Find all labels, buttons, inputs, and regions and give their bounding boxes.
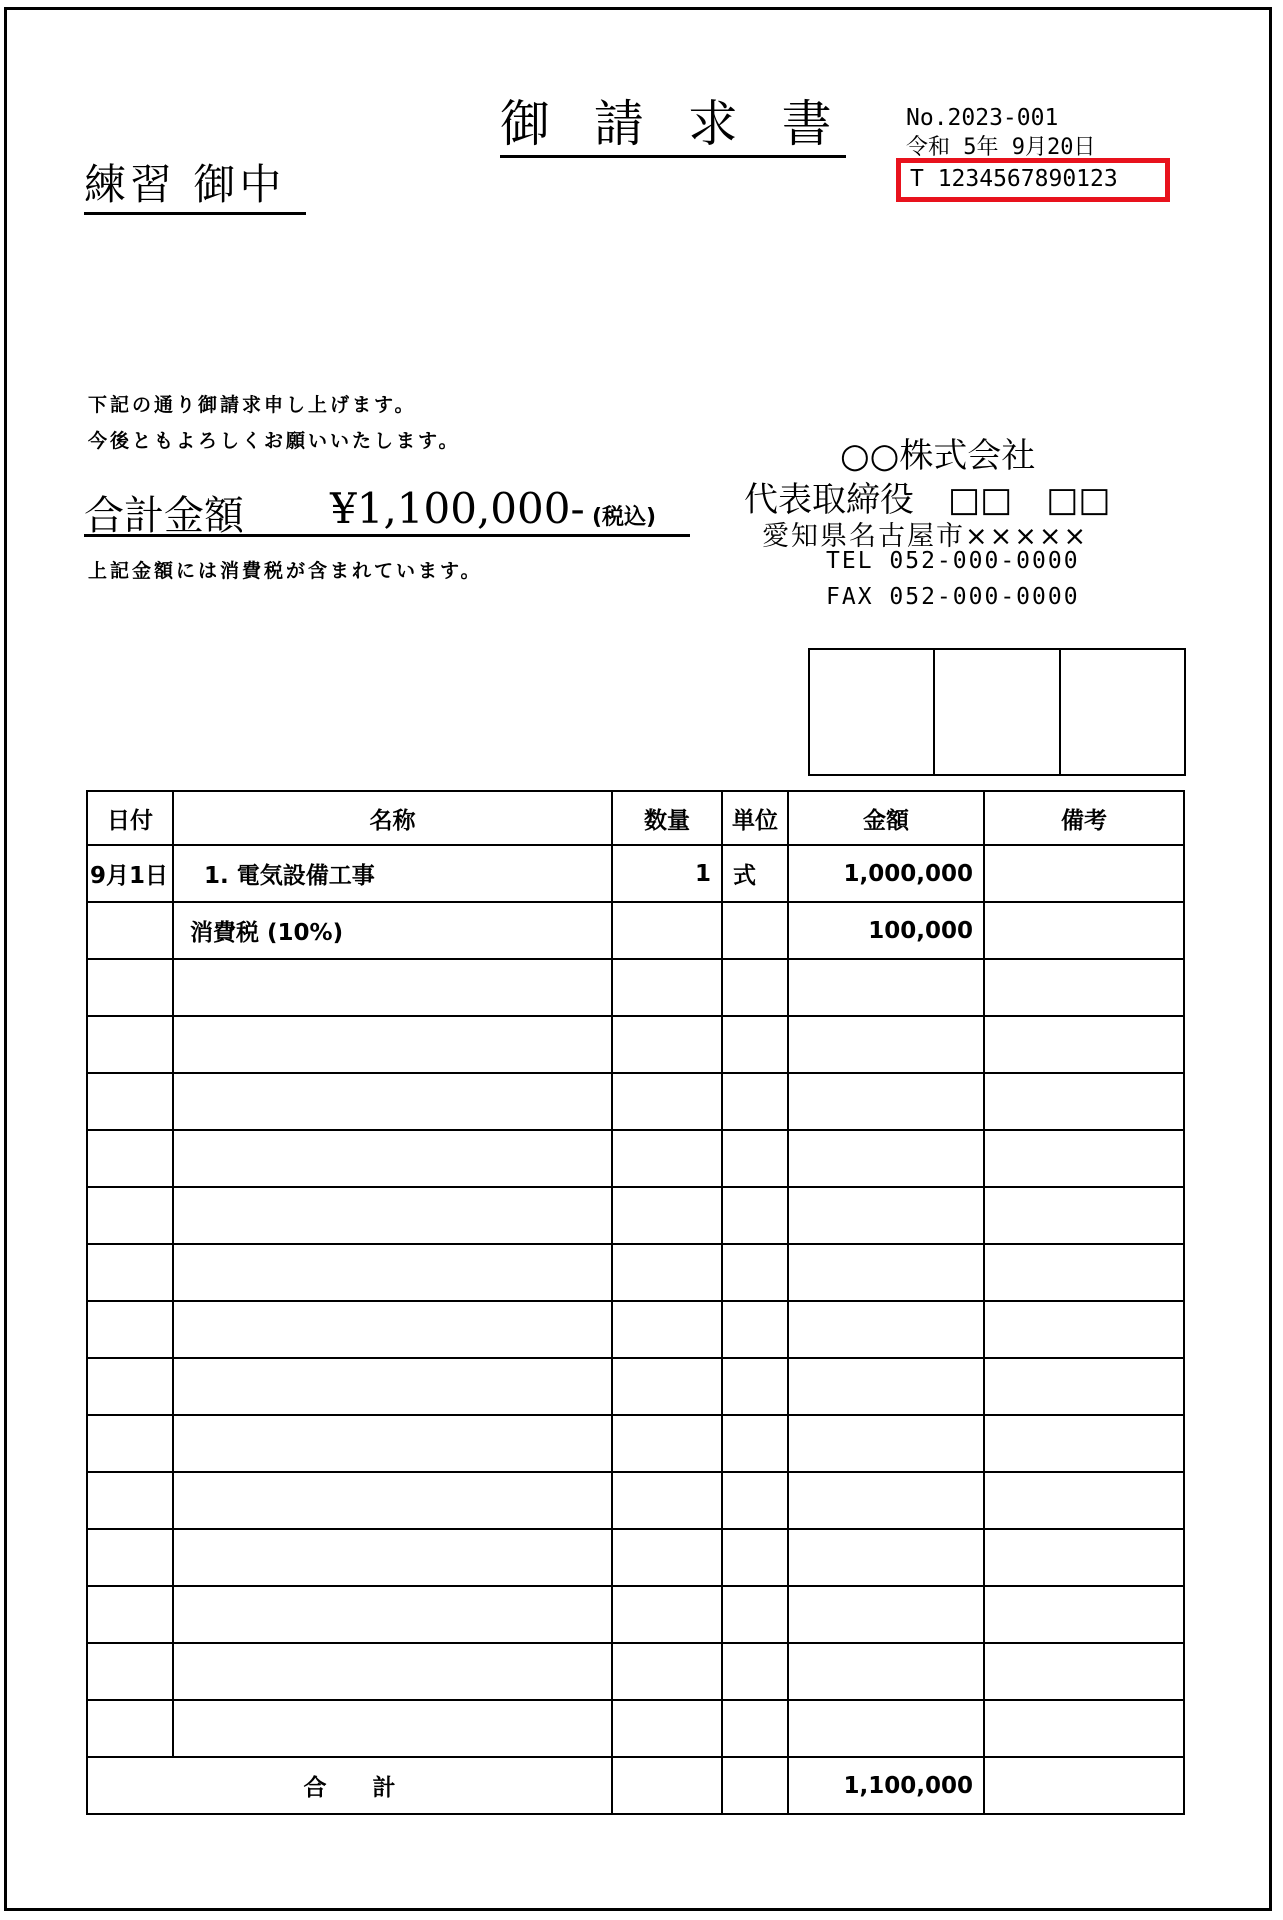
table-row-empty — [87, 1358, 1184, 1415]
note-line-1: 下記の通り御請求申し上げます。 — [88, 394, 417, 416]
cell-unit — [722, 1757, 788, 1814]
empty-cell — [722, 1016, 788, 1073]
cell-date: 9月1日 — [87, 845, 173, 902]
empty-cell — [612, 1415, 722, 1472]
empty-cell — [722, 1643, 788, 1700]
empty-cell — [788, 1586, 984, 1643]
empty-cell — [788, 1529, 984, 1586]
empty-cell — [173, 1187, 612, 1244]
stamp-boxes — [808, 648, 1186, 776]
table-header-row — [87, 791, 1184, 845]
empty-cell — [173, 1415, 612, 1472]
empty-cell — [173, 1016, 612, 1073]
empty-cell — [87, 1073, 173, 1130]
table-row-empty — [87, 1529, 1184, 1586]
empty-cell — [87, 1244, 173, 1301]
table-row-empty — [87, 1301, 1184, 1358]
empty-cell — [87, 1301, 173, 1358]
registration-number: T 1234567890123 — [910, 166, 1118, 192]
empty-cell — [984, 1130, 1184, 1187]
empty-cell — [984, 1301, 1184, 1358]
company-fax: FAX 052-000-0000 — [826, 584, 1080, 610]
table-row-empty — [87, 1586, 1184, 1643]
table-row-empty — [87, 1187, 1184, 1244]
empty-cell — [87, 1130, 173, 1187]
empty-cell — [984, 1016, 1184, 1073]
empty-cell — [173, 1073, 612, 1130]
company-name: ○○株式会社 — [840, 436, 1036, 476]
empty-cell — [173, 1130, 612, 1187]
empty-cell — [984, 1700, 1184, 1757]
empty-cell — [612, 1529, 722, 1586]
total-amount: ¥1,100,000- — [330, 484, 585, 533]
empty-cell — [87, 959, 173, 1016]
empty-cell — [87, 1529, 173, 1586]
stamp-box — [935, 650, 1060, 774]
header-unit: 単位 — [722, 791, 788, 845]
empty-cell — [788, 959, 984, 1016]
table-row-empty — [87, 1472, 1184, 1529]
empty-cell — [722, 1187, 788, 1244]
empty-cell — [722, 1529, 788, 1586]
table-row-empty — [87, 1016, 1184, 1073]
invoice-date: 令和 5年 9月20日 — [906, 135, 1096, 160]
empty-cell — [87, 1472, 173, 1529]
cell-unit — [722, 902, 788, 959]
table-row-empty — [87, 1700, 1184, 1757]
empty-cell — [173, 1244, 612, 1301]
company-representative: 代表取締役 □□ □□ — [744, 480, 1111, 520]
empty-cell — [87, 1016, 173, 1073]
table-total-row — [87, 1757, 1184, 1814]
empty-cell — [87, 1415, 173, 1472]
cell-qty — [612, 1757, 722, 1814]
header-amount: 金額 — [788, 791, 984, 845]
table-row-empty — [87, 1244, 1184, 1301]
empty-cell — [87, 1187, 173, 1244]
empty-cell — [788, 1301, 984, 1358]
cell-note — [984, 902, 1184, 959]
empty-cell — [722, 1073, 788, 1130]
cell-name: 消費税 (10%) — [173, 902, 612, 959]
empty-cell — [788, 1130, 984, 1187]
empty-cell — [788, 1073, 984, 1130]
total-row-amount: 1,100,000 — [788, 1757, 984, 1814]
company-address: 愛知県名古屋市××××× — [762, 521, 1089, 552]
cell-unit: 式 — [722, 845, 788, 902]
empty-cell — [722, 959, 788, 1016]
empty-cell — [788, 1358, 984, 1415]
empty-cell — [612, 1301, 722, 1358]
cell-amount: 100,000 — [788, 902, 984, 959]
empty-cell — [984, 1586, 1184, 1643]
empty-cell — [722, 1358, 788, 1415]
empty-cell — [173, 1301, 612, 1358]
cell-note — [984, 845, 1184, 902]
empty-cell — [612, 1016, 722, 1073]
empty-cell — [984, 1415, 1184, 1472]
company-tel: TEL 052-000-0000 — [826, 548, 1080, 574]
empty-cell — [984, 1073, 1184, 1130]
cell-note — [984, 1757, 1184, 1814]
empty-cell — [173, 1472, 612, 1529]
invoice-number: No.2023-001 — [906, 105, 1059, 131]
empty-cell — [722, 1130, 788, 1187]
cell-amount: 1,000,000 — [788, 845, 984, 902]
empty-cell — [722, 1700, 788, 1757]
empty-cell — [173, 959, 612, 1016]
empty-cell — [87, 1358, 173, 1415]
total-row-label: 合 計 — [87, 1757, 612, 1814]
table-row-empty — [87, 1073, 1184, 1130]
empty-cell — [87, 1643, 173, 1700]
tax-included-note: 上記金額には消費税が含まれています。 — [88, 560, 483, 582]
empty-cell — [612, 959, 722, 1016]
empty-cell — [984, 1472, 1184, 1529]
note-line-2: 今後ともよろしくお願いいたします。 — [88, 430, 461, 452]
header-note: 備考 — [984, 791, 1184, 845]
empty-cell — [722, 1586, 788, 1643]
empty-cell — [788, 1187, 984, 1244]
empty-cell — [984, 959, 1184, 1016]
empty-cell — [612, 1073, 722, 1130]
table-row-empty — [87, 1415, 1184, 1472]
empty-cell — [612, 1472, 722, 1529]
empty-cell — [87, 1700, 173, 1757]
total-tax-note: (税込) — [592, 505, 657, 530]
header-date: 日付 — [87, 791, 173, 845]
table-row — [87, 845, 1184, 902]
empty-cell — [984, 1358, 1184, 1415]
empty-cell — [612, 1358, 722, 1415]
empty-cell — [788, 1415, 984, 1472]
empty-cell — [984, 1643, 1184, 1700]
addressee: 練習 御中 — [84, 160, 306, 215]
stamp-box — [810, 650, 935, 774]
cell-name: 1. 電気設備工事 — [173, 845, 612, 902]
table-row-empty — [87, 1130, 1184, 1187]
empty-cell — [788, 1643, 984, 1700]
empty-cell — [788, 1700, 984, 1757]
table-row — [87, 902, 1184, 959]
empty-cell — [173, 1529, 612, 1586]
empty-cell — [173, 1586, 612, 1643]
empty-cell — [612, 1643, 722, 1700]
empty-cell — [173, 1700, 612, 1757]
empty-cell — [788, 1016, 984, 1073]
empty-cell — [722, 1415, 788, 1472]
stamp-box — [1061, 650, 1184, 774]
cell-date — [87, 902, 173, 959]
header-name: 名称 — [173, 791, 612, 845]
table-row-empty — [87, 1643, 1184, 1700]
empty-cell — [173, 1358, 612, 1415]
total-label: 合計金額 — [84, 493, 244, 539]
empty-cell — [612, 1700, 722, 1757]
empty-cell — [788, 1244, 984, 1301]
empty-cell — [788, 1472, 984, 1529]
empty-cell — [984, 1244, 1184, 1301]
empty-cell — [87, 1586, 173, 1643]
empty-cell — [984, 1529, 1184, 1586]
empty-cell — [612, 1586, 722, 1643]
table-row-empty — [87, 959, 1184, 1016]
empty-cell — [722, 1244, 788, 1301]
empty-cell — [612, 1244, 722, 1301]
empty-cell — [612, 1130, 722, 1187]
empty-cell — [173, 1643, 612, 1700]
document-title: 御 請 求 書 — [500, 95, 846, 158]
empty-cell — [612, 1187, 722, 1244]
empty-cell — [722, 1301, 788, 1358]
header-qty: 数量 — [612, 791, 722, 845]
invoice-table — [86, 790, 1185, 1815]
cell-qty: 1 — [612, 845, 722, 902]
empty-cell — [984, 1187, 1184, 1244]
empty-cell — [722, 1472, 788, 1529]
cell-qty — [612, 902, 722, 959]
